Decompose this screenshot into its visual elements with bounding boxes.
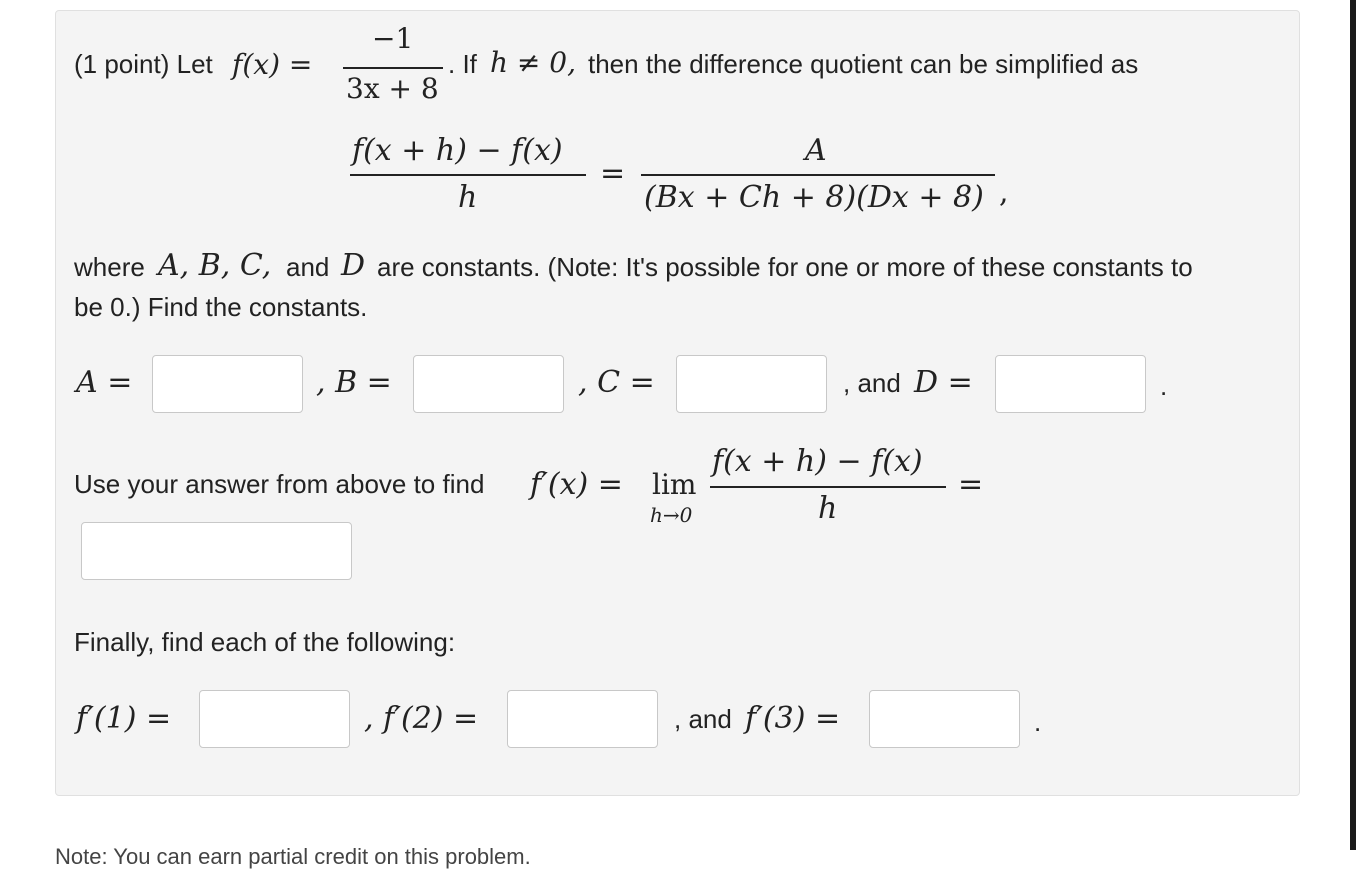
lim-denominator: h [818,491,838,526]
f3-and: , and [674,704,732,734]
f1-label: f′(1) = [76,701,172,736]
fx-fraction-bar [343,67,443,69]
fprime-input[interactable] [81,522,352,580]
where-text: where [74,252,145,282]
C-input[interactable] [676,355,827,413]
dq-fraction-bar [350,174,586,176]
f3-label: f′(3) = [745,701,841,736]
f2-input[interactable] [507,690,658,748]
fx-numerator: −1 [372,22,414,55]
B-label: , B = [316,365,392,400]
D-prefix: , and [843,368,901,398]
finally-text: Finally, find each of the following: [74,627,456,657]
C-label: , C = [578,365,655,400]
B-input[interactable] [413,355,564,413]
rhs-denominator: (Bx + Ch + 8)(Dx + 8) [644,180,984,215]
point-label: (1 point) Let [74,49,213,79]
where-and: and [286,252,330,282]
fx-denominator: 3x + 8 [346,72,439,105]
fx-lhs: f(x) = [232,48,313,81]
D-input[interactable] [995,355,1146,413]
then-text: then the difference quotient can be simplified as [588,49,1139,79]
f2-label: , f′(2) = [364,701,479,736]
fprime-label: f′(x) = [530,467,623,502]
f1-input[interactable] [199,690,350,748]
dq-denominator: h [458,180,478,215]
footer-note-text: Note: You can earn partial credit on this problem. [55,844,531,869]
lim-fraction-bar [710,486,946,488]
rhs-comma: , [999,175,1009,210]
dq-numerator: f(x + h) − f(x) [352,133,563,168]
lim-text: lim [652,468,697,501]
window-scrollbar[interactable] [1350,0,1356,850]
finally-period: . [1034,707,1042,737]
rhs-numerator: A [805,133,827,168]
lim-subscript: h→0 [650,503,693,527]
footer-note-cut [55,838,655,869]
dq-equals: = [600,156,626,191]
A-input[interactable] [152,355,303,413]
where-line2: be 0.) Find the constants. [74,292,368,322]
where-rest: are constants. (Note: It's possible for one or more of these constants to [377,252,1193,282]
lim-equals: = [958,467,984,502]
if-text: . If [448,49,477,79]
where-D: D [341,248,366,283]
A-label: A = [76,365,133,400]
h-condition: h ≠ 0, [490,46,577,79]
where-vars: A, B, C, [158,248,272,283]
lim-numerator: f(x + h) − f(x) [712,444,923,479]
f3-input[interactable] [869,690,1020,748]
constants-period: . [1160,371,1168,401]
rhs-fraction-bar [641,174,995,176]
D-label: D = [914,365,973,400]
derivative-intro: Use your answer from above to find [74,469,485,499]
